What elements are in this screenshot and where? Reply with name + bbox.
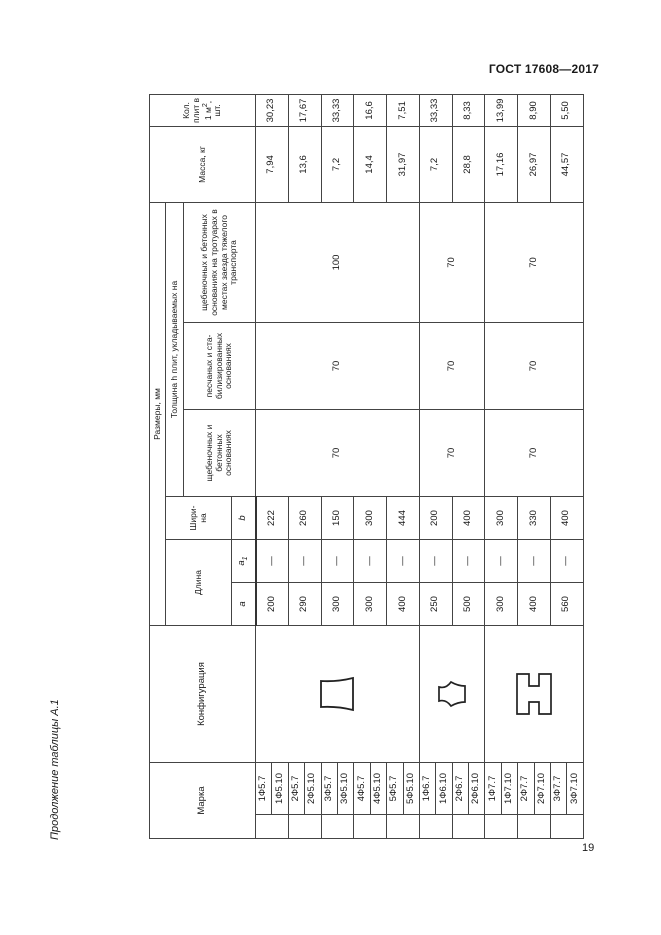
- mark-cell: 2Ф6.7: [452, 763, 468, 815]
- count-cell: 16,6: [354, 94, 387, 126]
- count-cell: 7,51: [387, 94, 420, 126]
- width-b-cell: 150: [321, 497, 354, 540]
- width-b-cell: 444: [387, 497, 420, 540]
- header-count-suffix: , шт.: [202, 100, 223, 117]
- row-marker: [518, 815, 551, 839]
- config-f7-cell: [485, 626, 583, 763]
- length-a-cell: 400: [518, 583, 551, 626]
- header-thickness: Толщина h плит, укладываемых на: [166, 202, 184, 496]
- shape-f7-icon: [513, 670, 555, 718]
- count-cell: 8,90: [518, 94, 551, 126]
- length-a1-cell: —: [354, 540, 387, 583]
- length-a1-cell: —: [256, 540, 289, 583]
- mass-cell: 28,8: [452, 126, 485, 202]
- row-marker: [551, 815, 584, 839]
- header-a1-letter: a: [235, 560, 247, 566]
- header-count: [150, 94, 256, 126]
- document-code: ГОСТ 17608—2017: [488, 62, 599, 76]
- mark-cell: 3Ф5.7: [321, 763, 337, 815]
- count-cell: 33,33: [419, 94, 452, 126]
- header-b: b: [232, 497, 256, 540]
- length-a-cell: 500: [452, 583, 485, 626]
- width-b-cell: 222: [256, 497, 289, 540]
- table-row: [256, 94, 272, 838]
- table-row: [419, 94, 435, 838]
- mass-cell: 7,2: [419, 126, 452, 202]
- header-configuration: Конфигурация: [150, 626, 256, 763]
- thickness-crushed-cell: 70: [485, 410, 583, 497]
- count-cell: 5,50: [551, 94, 584, 126]
- mass-cell: 7,2: [321, 126, 354, 202]
- header-length: Длина: [166, 540, 232, 626]
- header-count-text: Кол. плит в 1 м: [181, 97, 213, 124]
- header-width: [166, 497, 232, 540]
- thickness-heavy-cell: 70: [419, 202, 485, 322]
- count-cell: 30,23: [256, 94, 289, 126]
- header-mark: Марка: [150, 763, 256, 839]
- mark-cell: 3Ф7.7: [551, 763, 567, 815]
- header-dimensions: Размеры, мм: [150, 202, 166, 625]
- width-b-cell: 330: [518, 497, 551, 540]
- mass-cell: 31,97: [387, 126, 420, 202]
- row-marker: [288, 815, 321, 839]
- length-a1-cell: —: [387, 540, 420, 583]
- count-cell: 17,67: [288, 94, 321, 126]
- mark-cell: 5Ф5.7: [387, 763, 403, 815]
- header-thickness-sand: песчаных и ста-билизированных основаниях: [184, 323, 256, 410]
- mark-cell: 5Ф5.10: [403, 763, 419, 815]
- row-marker: [321, 815, 354, 839]
- thickness-heavy-cell: 70: [485, 202, 583, 322]
- page-number: 19: [582, 842, 595, 854]
- mark-cell: 4Ф5.10: [370, 763, 386, 815]
- slab-table: [149, 94, 584, 839]
- header-a1-sub: 1: [241, 556, 249, 561]
- row-marker: [387, 815, 420, 839]
- width-b-cell: 400: [551, 497, 584, 540]
- width-b-cell: 200: [419, 497, 452, 540]
- config-f6-cell: [419, 626, 485, 763]
- table-caption: Продолжение таблицы А.1: [49, 699, 61, 840]
- mark-cell: 2Ф5.10: [305, 763, 321, 815]
- slab-table-rotated: [149, 95, 583, 839]
- thickness-sand-cell: 70: [256, 323, 420, 410]
- length-a-cell: 300: [321, 583, 354, 626]
- length-a1-cell: —: [288, 540, 321, 583]
- row-marker: [485, 815, 518, 839]
- thickness-heavy-cell: 100: [256, 202, 420, 322]
- header-a1: [232, 540, 256, 583]
- mark-cell: 3Ф7.10: [567, 763, 583, 815]
- table-row: [485, 94, 501, 838]
- mass-cell: 7,94: [256, 126, 289, 202]
- mark-cell: 1Ф7.10: [501, 763, 517, 815]
- header-width-line1: Шири-: [187, 505, 198, 531]
- thickness-sand-cell: 70: [419, 323, 485, 410]
- mark-cell: 1Ф5.10: [272, 763, 288, 815]
- row-marker: [452, 815, 485, 839]
- shape-f6-icon: [435, 679, 469, 709]
- mass-cell: 26,97: [518, 126, 551, 202]
- length-a1-cell: —: [551, 540, 584, 583]
- count-cell: 8,33: [452, 94, 485, 126]
- width-b-cell: 260: [288, 497, 321, 540]
- count-cell: 13,99: [485, 94, 518, 126]
- header-thickness-heavy: щебеночных и бетонных основаниях на тротуарах в местах заезда тяжелого транспорта: [184, 202, 256, 322]
- mark-cell: 4Ф5.7: [354, 763, 370, 815]
- table-body: [256, 94, 584, 838]
- thickness-crushed-cell: 70: [419, 410, 485, 497]
- mark-cell: 2Ф7.7: [518, 763, 534, 815]
- length-a1-cell: —: [321, 540, 354, 583]
- width-b-cell: 300: [485, 497, 518, 540]
- config-f5-cell: [256, 626, 420, 763]
- row-marker: [354, 815, 387, 839]
- mass-cell: 17,16: [485, 126, 518, 202]
- thickness-crushed-cell: 70: [256, 410, 420, 497]
- row-marker: [256, 815, 289, 839]
- row-marker: [419, 815, 452, 839]
- header-thickness-crushed: щебеночных и бетонных основаниях: [184, 410, 256, 497]
- count-cell: 33,33: [321, 94, 354, 126]
- width-b-cell: 300: [354, 497, 387, 540]
- length-a-cell: 300: [485, 583, 518, 626]
- mark-cell: 1Ф6.7: [419, 763, 435, 815]
- thickness-sand-cell: 70: [485, 323, 583, 410]
- shape-f5-icon: [316, 673, 358, 715]
- mark-cell: 2Ф6.10: [469, 763, 485, 815]
- mark-cell: 1Ф6.10: [436, 763, 452, 815]
- length-a-cell: 290: [288, 583, 321, 626]
- mark-cell: 1Ф5.7: [256, 763, 272, 815]
- length-a-cell: 200: [256, 583, 289, 626]
- length-a-cell: 560: [551, 583, 584, 626]
- length-a1-cell: —: [485, 540, 518, 583]
- mark-cell: 2Ф7.10: [534, 763, 550, 815]
- length-a-cell: 300: [354, 583, 387, 626]
- length-a1-cell: —: [518, 540, 551, 583]
- mass-cell: 13,6: [288, 126, 321, 202]
- header-width-line2: на: [197, 513, 208, 523]
- length-a-cell: 400: [387, 583, 420, 626]
- width-b-cell: 400: [452, 497, 485, 540]
- mark-cell: 1Ф7.7: [485, 763, 501, 815]
- length-a-cell: 250: [419, 583, 452, 626]
- header-count-sup: 2: [201, 103, 209, 108]
- length-a1-cell: —: [419, 540, 452, 583]
- mass-cell: 44,57: [551, 126, 584, 202]
- header-mass: Масса, кг: [150, 126, 256, 202]
- length-a1-cell: —: [452, 540, 485, 583]
- mark-cell: 2Ф5.7: [288, 763, 304, 815]
- mass-cell: 14,4: [354, 126, 387, 202]
- mark-cell: 3Ф5.10: [337, 763, 353, 815]
- header-a: a: [232, 583, 256, 626]
